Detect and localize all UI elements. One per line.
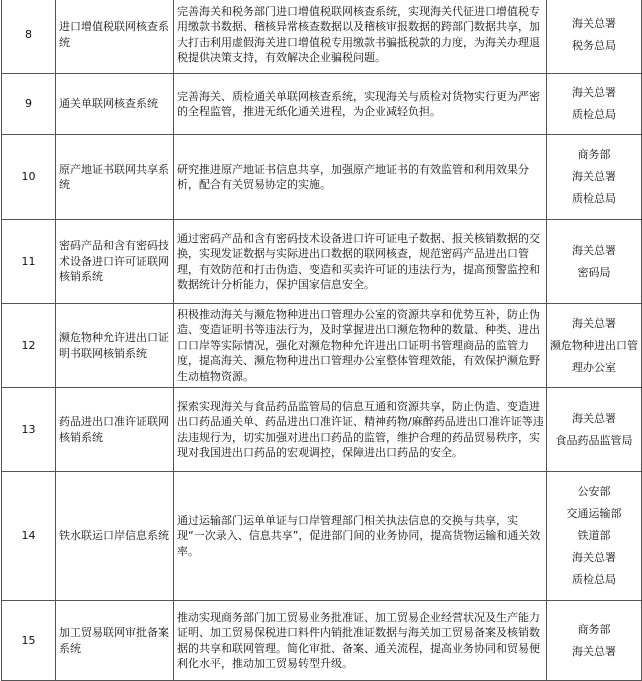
system-name: 加工贸易联网审批备案系统 <box>56 601 174 681</box>
department-name: 质检总局 <box>572 108 616 121</box>
department-name: 交通运输部 <box>566 507 622 520</box>
department-name: 濒危物种进出口管理办公室 <box>550 338 638 374</box>
row-number: 12 <box>2 304 56 388</box>
department-name: 海关总署 <box>572 316 616 330</box>
department-name: 海关总署 <box>572 243 616 257</box>
system-description: 完善海关、质检通关单联网核查系统，实现海关与质检对货物实行更为严密的全程监管，推进无纸化通关进程，为企业减轻负担。 <box>174 74 547 135</box>
responsible-departments <box>547 601 642 681</box>
department-name: 质检总局 <box>572 192 616 205</box>
responsible-departments <box>547 135 642 220</box>
department-name: 公安部 <box>577 485 611 498</box>
responsible-departments <box>547 220 642 304</box>
row-number: 11 <box>2 220 56 304</box>
responsible-departments <box>547 0 642 74</box>
row-number: 9 <box>2 74 56 135</box>
table-row <box>2 472 642 601</box>
department-name: 铁道部 <box>577 529 611 542</box>
department-name: 食品药品监管局 <box>555 433 633 447</box>
row-number: 15 <box>2 601 56 681</box>
department-name: 质检总局 <box>572 573 616 586</box>
system-description: 探索实现海关与食品药品监管局的信息互通和资源共享，防止伪造、变造进出口药品通关单、药品进出口准许证、精神药物/麻醉药品进出口准许证等违法违规行为，切实加强对进出口药品的监管，维护合理的药品贸易秩序，实现对我国进出口药品的宏观调控，保障进出口药品的安全。 <box>174 388 547 472</box>
responsible-departments <box>547 472 642 601</box>
table-row <box>2 220 642 304</box>
responsible-departments <box>547 388 642 472</box>
department-name: 海关总署 <box>572 411 616 425</box>
responsible-departments <box>547 74 642 135</box>
system-description: 积极推动海关与濒危物种进出口管理办公室的资源共享和优势互补，防止伪造、变造证明书等违法行为，及时掌握进出口濒危物种的数量、种类、进出口口岸等实际情况，强化对濒危物种允许进出口证明书管理商品的监管力度，提高海关、濒危物种进出口管理办公室整体管理效能，有效保护濒危野生动植物资源。 <box>174 304 547 388</box>
system-name: 濒危物种允许进出口证明书联网核销系统 <box>56 304 174 388</box>
system-description: 通过运输部门运单单证与口岸管理部门相关执法信息的交换与共享，实现“一次录入、信息共享”，促进部门间的业务协同，提高货物运输和通关效率。 <box>174 472 547 601</box>
department-name: 海关总署 <box>572 16 616 30</box>
table-row <box>2 388 642 472</box>
row-number: 13 <box>2 388 56 472</box>
system-name: 进口增值税联网核查系统 <box>56 0 174 74</box>
row-number: 10 <box>2 135 56 220</box>
department-name: 海关总署 <box>572 86 616 99</box>
table-row <box>2 0 642 74</box>
department-name: 海关总署 <box>572 170 616 183</box>
system-name: 原产地证书联网共享系统 <box>56 135 174 220</box>
table-row <box>2 135 642 220</box>
system-description: 完善海关和税务部门进口增值税联网核查系统，实现海关代征进口增值税专用缴款书数据、稽核异常核查数据以及稽核审报数据的跨部门数据共享，加大打击利用虚假海关进口增值税专用缴款书骗抵税款的力度，为海关办理退税提供决策支持，有效解决企业骗税问题。 <box>174 0 547 74</box>
system-description: 推动实现商务部门加工贸易业务批准证、加工贸易企业经营状况及生产能力证明、加工贸易保税进口料件内销批准证数据与海关加工贸易备案及核销数据的共享和联网管理。简化审批、备案、通关流程，提高业务协同和贸易便利化水平，推动加工贸易转型升级。 <box>174 601 547 681</box>
department-name: 海关总署 <box>572 551 616 564</box>
row-number: 8 <box>2 0 56 74</box>
row-number: 14 <box>2 472 56 601</box>
table-row <box>2 601 642 681</box>
responsible-departments <box>547 304 642 388</box>
table-row <box>2 74 642 135</box>
department-name: 商务部 <box>577 148 611 161</box>
department-name: 海关总署 <box>572 644 616 658</box>
system-name: 通关单联网核查系统 <box>56 74 174 135</box>
system-name: 密码产品和含有密码技术设备进口许可证联网核销系统 <box>56 220 174 304</box>
table-row <box>2 304 642 388</box>
systems-table <box>1 0 642 681</box>
department-name: 密码局 <box>577 265 611 279</box>
department-name: 商务部 <box>577 622 611 636</box>
system-name: 铁水联运口岸信息系统 <box>56 472 174 601</box>
department-name: 税务总局 <box>572 38 616 52</box>
system-name: 药品进出口准许证联网核销系统 <box>56 388 174 472</box>
system-description: 通过密码产品和含有密码技术设备进口许可证电子数据、报关核销数据的交换，实现发证数据与实际进出口数据的联网核查，规范密码产品进出口管理，有效防范和打击伪造、变造和买卖许可证的违法行为，提高预警监控和数据统计分析能力，保护国家信息安全。 <box>174 220 547 304</box>
system-description: 研究推进原产地证书信息共享，加强原产地证书的有效监管和利用效果分析，配合有关贸易协定的实施。 <box>174 135 547 220</box>
